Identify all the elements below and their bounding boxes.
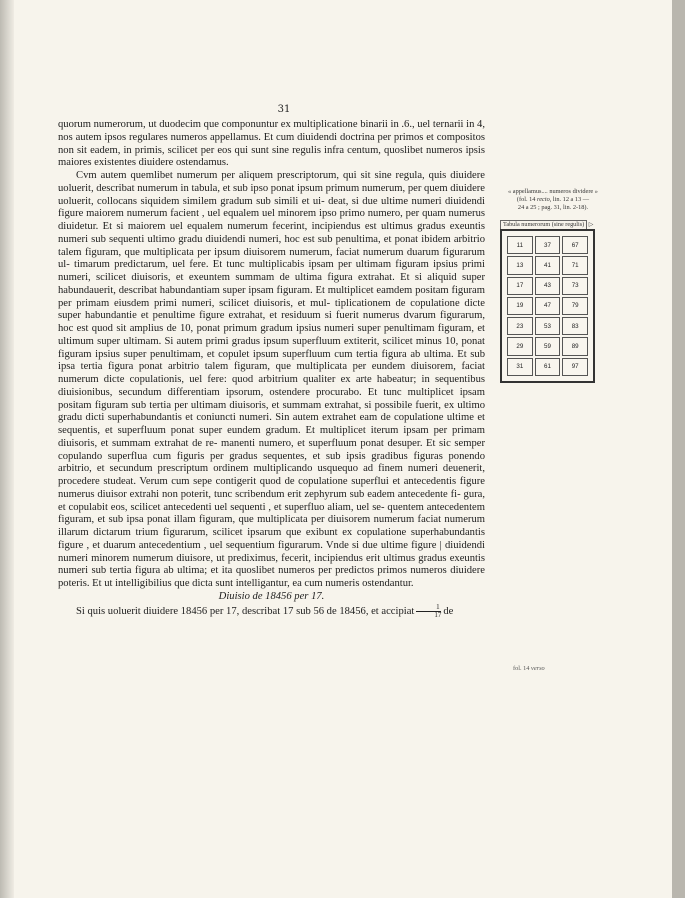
- page-number: 31: [277, 104, 291, 115]
- margin-note-lines: , lin. 12 a 13 —: [549, 195, 590, 203]
- table-cell: 79: [562, 297, 588, 315]
- last-line-text: Si quis uoluerit diuidere 18456 per 17, describat 17 sub 56 de 18456, et accipiat: [76, 605, 415, 617]
- table-cell: 67: [562, 236, 588, 254]
- table-row: [507, 337, 588, 355]
- folio-note: [513, 665, 573, 672]
- table-row: [507, 317, 588, 335]
- table-cell: 73: [562, 277, 588, 295]
- last-line: [58, 604, 485, 619]
- number-table: [505, 234, 590, 378]
- table-cell: 59: [535, 337, 561, 355]
- number-table-body: [507, 236, 588, 376]
- table-cell: 47: [535, 297, 561, 315]
- fraction-denominator: 17: [434, 610, 442, 619]
- table-row: [507, 358, 588, 376]
- folio-note-side: verso: [531, 665, 545, 672]
- margin-note-recto: recto: [537, 195, 550, 203]
- table-cell: 11: [507, 236, 533, 254]
- table-cell: 53: [535, 317, 561, 335]
- table-row: [507, 277, 588, 295]
- table-row: [507, 297, 588, 315]
- page-gutter-shadow: [0, 0, 14, 898]
- table-cell: 97: [562, 358, 588, 376]
- paragraph-2: Cvm autem quemlibet numerum per aliquem prescriptorum, qui sit sine regula, quis diuidere uoluerit, describat numerum in tabula, et sub ipso ponat ipsum primum numerum, per quem diuidere uoluerit, collocans siquidem similem gradum sub simili et ui- deat, si due ultime numeri diuidendi figure maiorem numerum facient , uel equalem uel minorem ipso primo numero, per quam numerus diuidetur. Et si maiorem uel equalem numerum fecerint, incipiendus est ultimus gradus exeuntis numeri sub sequenti ultimo gradu diuidendi numeri, hoc est sub penultima, et ponat ibidem arbitrio talem figuram, que multiplicata per ipsum diuisorem numerum, faciat numerum duarum figurarum ul- timarum predictarum, uel fere. Et tunc multiplicabis ipsam per ultimam figuram ipsius primi numeri, scilicet diuisoris, et exeuntem summam de ultima figura extrahat. Et si aliquid super habundauerit, describat habundantiam super ipsam figuram. Et multiplicet eamdem positam figuram per primam eiusdem primi numeri, scilicet diuisoris, et mul- tiplicationem de copulatione dicte super habundantie et penultime figure extrahat, et residuum si fuerit numerus dvarum figurarum, hoc est quod sit amplius de 10, ponat primum gradum ipsius numeri super penultimam figuram, et ultimum super ultimam. Si autem primi gradus ipsum superfluum extiterit, scilicet minus 10, ponat figuram ipsius super penultimam, et copulet ipsum superfluum cum tertia figura ab ultima. Et sub ipsa tertia figura ponat arbitrio talem figuram, que multiplicata per eundem diuisorem, faciat numerum dicte copulationis, uel fere: quod arbitrium qualiter ex arte habeatur; in sequentibus diuisionibus, secundum differentiam ipsorum, ostendere procurabo. Et tunc multiplicet ipsam positam figuram sub tertia per ultimam diuisoris, et summam extrahat, si possibile fuerit, ex ultimo gradu dicti superhabundantis et coniuncti numeri. Sin autem extrahet eam de copulatione ultime et sequentis, et superfluum ponat super eundem gradum. Et multiplicet iterum ipsam per primam diuisoris, et summam extrahat de re- manenti numero, et superfluum ponat desuper. Et sic semper copulando superflua cum figuris per gradus sequentes, et sub ipsis gradibus figuras ponendo arbitrio, et secundum prescriptum ordinem multiplicando usquequo ad finem numeri deuenerit, procedere studeat. Verum cum sepe contigerit quod de copulatione superflui et antecedentis figure numerus diuisor extrahi non poterit, tunc scribendum erit zephyrum sub eadem antecedente fi- gura, et copulabit eos, scilicet antecedenti uel sequenti , et superfluo aliam, uel se- quentem antecedentem figuram, et sub ipsa ponat illam figuram, que multiplicata per diuisorem numerum faciat numerum illarum dictarum trium figurarum, scilicet ipsarum que exibunt ex copulatione superhabundantis figure , et duarum antecedentium , uel sequentium figurarum. Vnde si due ultime figure | diuidendi numeri minorem numerum diuisore, ut prediximus, fecerit, incipiendus erit ultimus gradus exeuntis numeri sub tertia figura ab ultima; et ita quoslibet numeros per predictos primos numeros diuidere poteris. Et ut intelligibilius que dicta sunt intelligantur, ea cum numeris ostendantur.: [58, 170, 485, 589]
- table-row: [507, 236, 588, 254]
- main-text-block: [58, 119, 485, 619]
- margin-note-line-2: [500, 196, 606, 204]
- page-edge: [672, 0, 685, 898]
- table-cell: 31: [507, 358, 533, 376]
- table-cell: 23: [507, 317, 533, 335]
- paragraph-1: quorum numerorum, ut duodecim que componuntur ex multiplicatione binarii in .6., uel ternarii in 4, nos autem ipsos regulares numeros appellamus. Et cum diuidendi doctrina per primos et compositos non sit eadem, in primis, scilicet per eos qui sunt sine regulis infra centum, quoslibet numeros ipsis maiores existentes diuidere ostendamus.: [58, 119, 485, 169]
- table-cell: 61: [535, 358, 561, 376]
- last-line-tail: de: [443, 605, 454, 617]
- arrow-right-icon: ▷: [587, 221, 594, 228]
- table-cell: 19: [507, 297, 533, 315]
- table-caption-box: Tabula numerorum (sine regulis): [500, 220, 587, 230]
- folio-note-number: fol. 14: [513, 665, 530, 672]
- table-cell: 89: [562, 337, 588, 355]
- table-cell: 41: [535, 256, 561, 274]
- table-cell: 29: [507, 337, 533, 355]
- margin-note-folio: (fol. 14: [516, 195, 536, 203]
- margin-note-line-1: « appellamus.... numeros dividere »: [508, 188, 598, 195]
- table-cell: 83: [562, 317, 588, 335]
- fraction-numerator: 1: [416, 604, 441, 612]
- fraction: [416, 604, 441, 619]
- table-row: [507, 256, 588, 274]
- table-cell: 13: [507, 256, 533, 274]
- margin-note-line-3: 24 a 25 ; pag. 31, lin. 2-18).: [517, 203, 589, 211]
- table-cell: 17: [507, 277, 533, 295]
- section-heading: Diuisio de 18456 per 17.: [218, 590, 325, 602]
- table-cell: 71: [562, 256, 588, 274]
- number-table-frame: [500, 229, 595, 383]
- table-cell: 43: [535, 277, 561, 295]
- margin-note: [500, 188, 606, 211]
- table-cell: 37: [535, 236, 561, 254]
